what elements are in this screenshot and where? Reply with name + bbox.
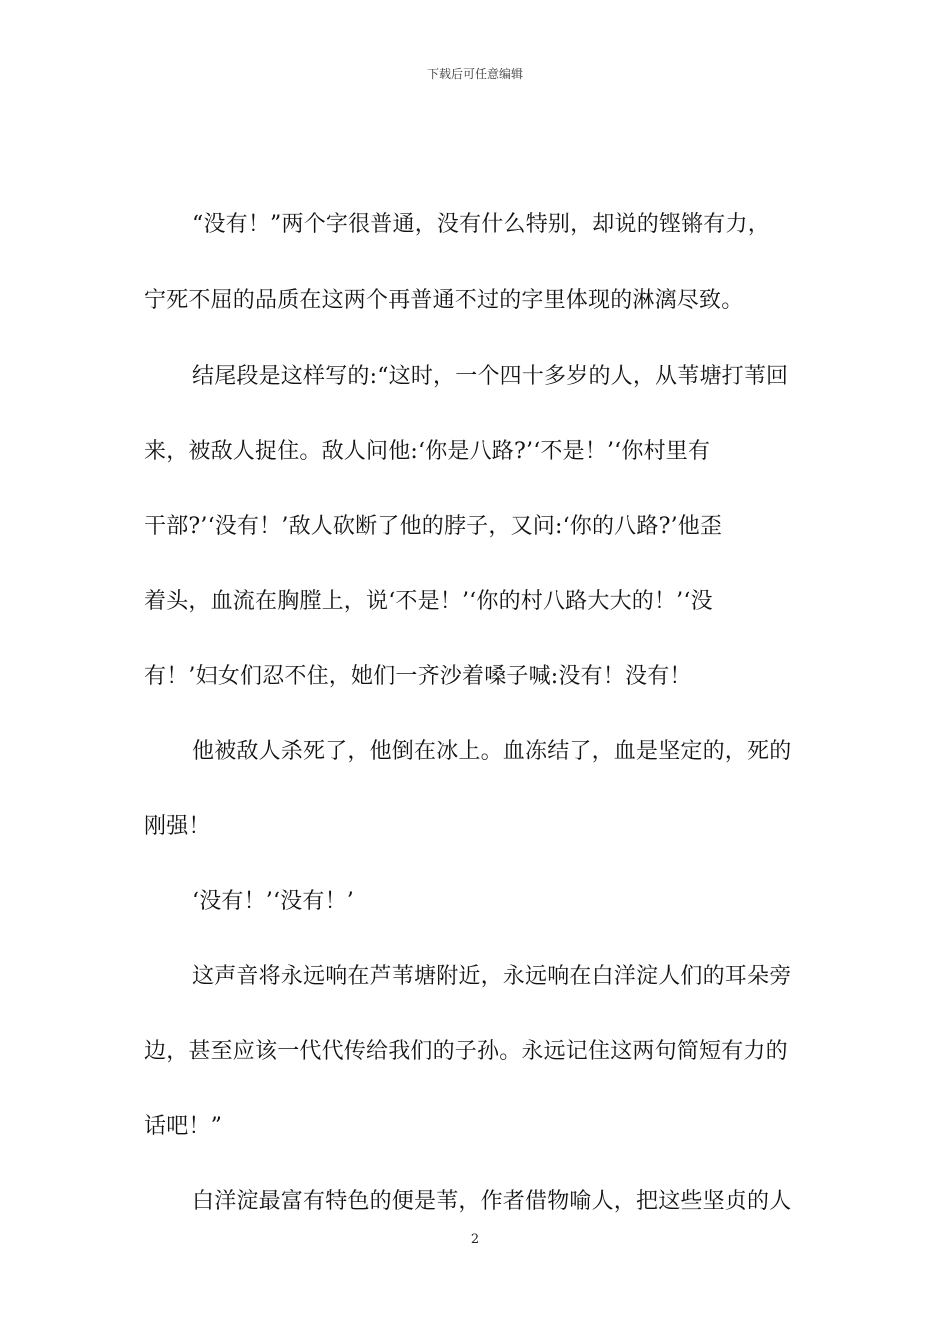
text-line: 边，甚至应该一代代传给我们的子孙。永远记住这两句简短有力的 <box>144 1039 788 1064</box>
text-line: 结尾段是这样写的:“这时，一个四十多岁的人，从苇塘打苇回 <box>192 364 789 389</box>
text-line: 干部?’‘没有！’敌人砍断了他的脖子，又问:‘你的八路?’他歪 <box>144 514 723 539</box>
text-line: 着头，血流在胸膛上，说‘不是！’‘你的村八路大大的！’‘没 <box>144 589 713 614</box>
text-line: 来，被敌人捉住。敌人问他:‘你是八路?’‘不是！’‘你村里有 <box>144 439 711 464</box>
text-line: 这声音将永远响在芦苇塘附近，永远响在白洋淀人们的耳朵旁 <box>192 964 792 989</box>
text-line: 刚强！ <box>144 814 211 839</box>
page-number: 2 <box>470 1232 480 1247</box>
page-header: 下载后可任意编辑 <box>426 67 523 81</box>
text-line: 白洋淀最富有特色的便是苇，作者借物喻人，把这些坚贞的人 <box>192 1189 792 1214</box>
text-line: ‘没有！’‘没有！’ <box>192 889 354 914</box>
text-line: “没有！”两个字很普通，没有什么特别，却说的铿锵有力， <box>192 212 770 237</box>
text-line: 宁死不屈的品质在这两个再普通不过的字里体现的淋漓尽致。 <box>144 288 744 313</box>
text-line: 话吧！” <box>144 1114 223 1139</box>
text-line: 他被敌人杀死了，他倒在冰上。血冻结了，血是坚定的，死的 <box>192 739 792 764</box>
text-line: 有！’妇女们忍不住，她们一齐沙着嗓子喊:没有！没有！ <box>144 664 692 689</box>
